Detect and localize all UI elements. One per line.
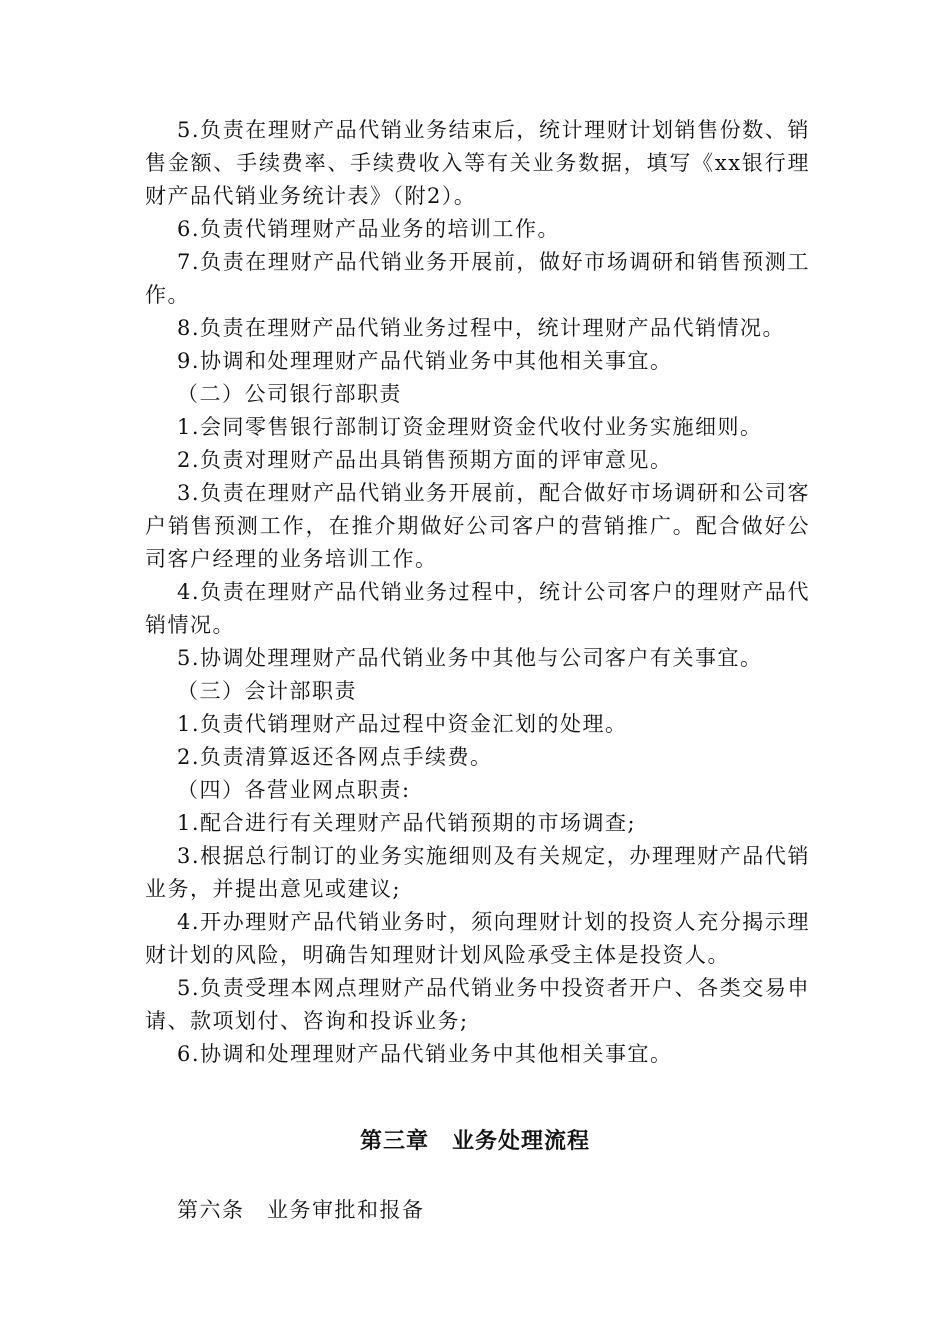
paragraph: 8.负责在理财产品代销业务过程中，统计理财产品代销情况。 bbox=[177, 316, 786, 340]
paragraph: 5.负责在理财产品代销业务结束后，统计理财计划销售份数、销售金额、手续费率、手续费收入等有关业务数据，填写《xx银行理财产品代销业务统计表》（附2）。 bbox=[145, 118, 810, 208]
paragraph: 5.负责受理本网点理财产品代销业务中投资者开户、各类交易申请、款项划付、咨询和投诉业务; bbox=[145, 976, 810, 1033]
paragraph: 1.配合进行有关理财产品代销预期的市场调查; bbox=[177, 811, 637, 835]
chapter-title: 第三章 业务处理流程 bbox=[359, 1129, 590, 1154]
paragraph: 3.根据总行制订的业务实施细则及有关规定，办理理财产品代销业务，并提出意见或建议; bbox=[145, 844, 810, 901]
body-text bbox=[145, 114, 810, 1071]
paragraph: 1.负责代销理财产品过程中资金汇划的处理。 bbox=[177, 712, 628, 736]
paragraph: 5.协调处理理财产品代销业务中其他与公司客户有关事宜。 bbox=[177, 646, 763, 670]
section-heading: （四）各营业网点职责: bbox=[177, 778, 411, 802]
paragraph: 6.负责代销理财产品业务的培训工作。 bbox=[177, 217, 561, 241]
article-heading: 第六条 业务审批和报备 bbox=[177, 1198, 425, 1222]
paragraph: 2.负责对理财产品出具销售预期方面的评审意见。 bbox=[177, 448, 673, 472]
paragraph: 4.开办理财产品代销业务时，须向理财计划的投资人充分揭示理财计划的风险，明确告知理财计划风险承受主体是投资人。 bbox=[145, 910, 810, 967]
paragraph: 6.协调和处理理财产品代销业务中其他相关事宜。 bbox=[177, 1042, 673, 1066]
paragraph: 1.会同零售银行部制订资金理财资金代收付业务实施细则。 bbox=[177, 415, 763, 439]
paragraph: 3.负责在理财产品代销业务开展前，配合做好市场调研和公司客户销售预测工作，在推介期做好公司客户的营销推广。配合做好公司客户经理的业务培训工作。 bbox=[145, 481, 810, 571]
paragraph: 4.负责在理财产品代销业务过程中，统计公司客户的理财产品代销情况。 bbox=[145, 580, 810, 637]
paragraph: 7.负责在理财产品代销业务开展前，做好市场调研和销售预测工作。 bbox=[145, 250, 810, 307]
paragraph: 9.协调和处理理财产品代销业务中其他相关事宜。 bbox=[177, 349, 673, 373]
paragraph: 2.负责清算返还各网点手续费。 bbox=[177, 745, 493, 769]
section-heading: （三）会计部职责 bbox=[177, 679, 357, 703]
section-heading: （二）公司银行部职责 bbox=[177, 382, 402, 406]
